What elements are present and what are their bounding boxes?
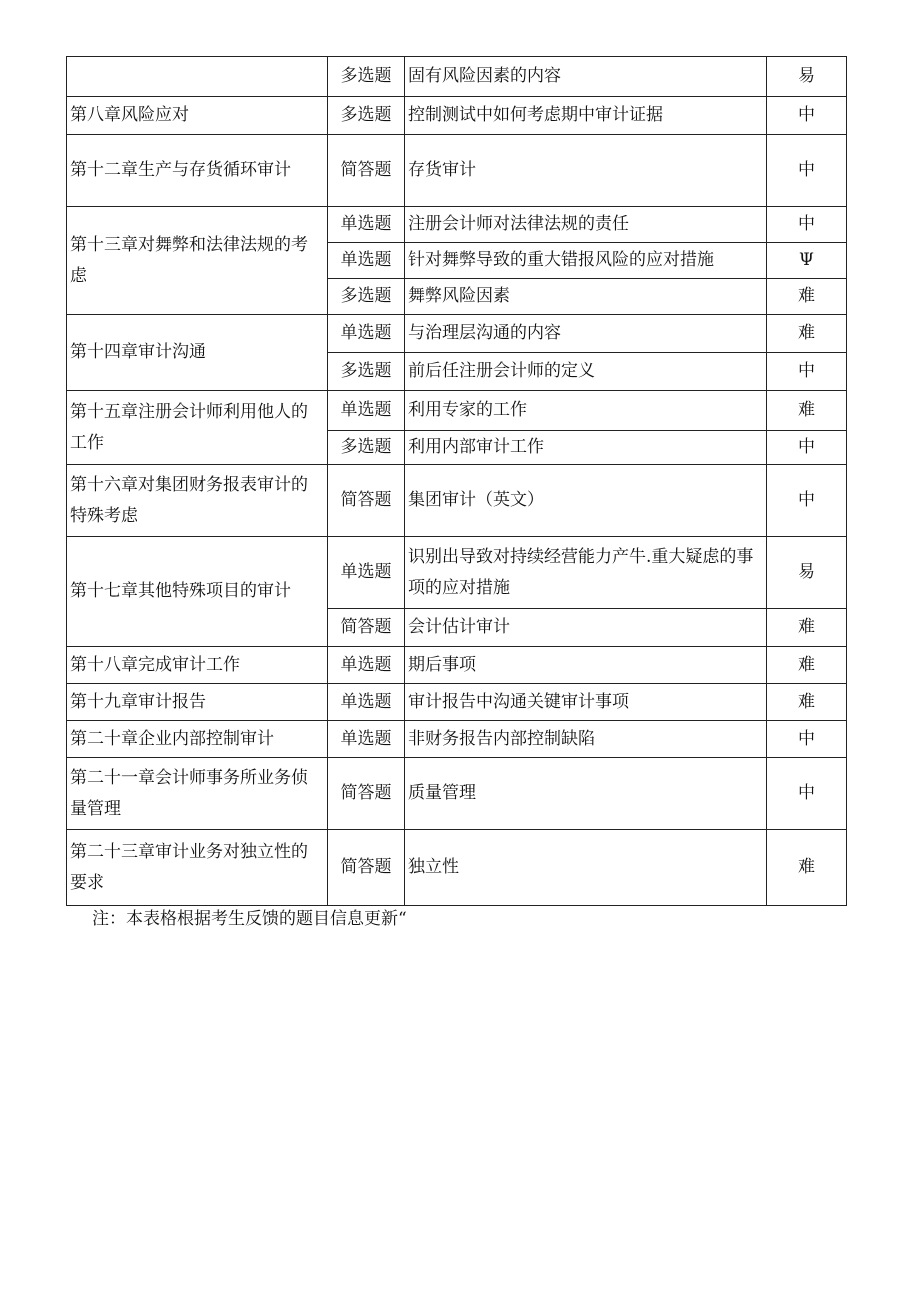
- question-type-cell: 多选题: [328, 353, 405, 391]
- topic-cell: 针对舞弊导致的重大错报风险的应对措施: [405, 243, 767, 279]
- topic-cell: 会计估计审计: [405, 609, 767, 647]
- difficulty-cell: 难: [767, 279, 847, 315]
- table-row: [67, 207, 847, 243]
- question-type-cell: 单选题: [328, 721, 405, 758]
- question-type-cell: 单选题: [328, 315, 405, 353]
- difficulty-cell: 中: [767, 431, 847, 465]
- question-type-cell: 多选题: [328, 431, 405, 465]
- question-type-cell: 单选题: [328, 243, 405, 279]
- table-row: [67, 684, 847, 721]
- chapter-cell: 第十二章生产与存货循环审计: [67, 135, 328, 207]
- difficulty-cell: Ψ: [767, 243, 847, 279]
- table-row: [67, 57, 847, 97]
- question-type-cell: 简答题: [328, 758, 405, 830]
- question-type-cell: 单选题: [328, 207, 405, 243]
- difficulty-cell: 难: [767, 609, 847, 647]
- table-row: [67, 721, 847, 758]
- difficulty-cell: 易: [767, 57, 847, 97]
- topic-cell: 控制测试中如何考虑期中审计证据: [405, 97, 767, 135]
- table-row: [67, 758, 847, 830]
- difficulty-cell: 中: [767, 135, 847, 207]
- table-row: [67, 465, 847, 537]
- question-type-cell: 多选题: [328, 97, 405, 135]
- chapter-cell: 第十七章其他特殊项目的审计: [67, 537, 328, 647]
- table-row: [67, 315, 847, 353]
- question-type-cell: 多选题: [328, 279, 405, 315]
- chapter-cell: 第十五章注册会计师利用他人的工作: [67, 391, 328, 465]
- question-type-cell: 单选题: [328, 391, 405, 431]
- difficulty-cell: 中: [767, 758, 847, 830]
- difficulty-cell: 难: [767, 391, 847, 431]
- difficulty-cell: 中: [767, 97, 847, 135]
- difficulty-cell: 中: [767, 465, 847, 537]
- topic-cell: 利用专家的工作: [405, 391, 767, 431]
- chapter-cell: 第十八章完成审计工作: [67, 647, 328, 684]
- chapter-cell: 第二十一章会计师事务所业务侦量管理: [67, 758, 328, 830]
- topic-cell: 存货审计: [405, 135, 767, 207]
- chapter-cell: 第十六章对集团财务报表审计的特殊考虑: [67, 465, 328, 537]
- topic-cell: 质量管理: [405, 758, 767, 830]
- question-type-cell: 简答题: [328, 609, 405, 647]
- difficulty-cell: 难: [767, 647, 847, 684]
- topic-cell: 舞弊风险因素: [405, 279, 767, 315]
- question-type-cell: 简答题: [328, 135, 405, 207]
- topic-cell: 识别出导致对持续经营能力产牛.重大疑虑的事项的应对措施: [405, 537, 767, 609]
- chapter-cell: 第十三章对舞弊和法律法规的考虑: [67, 207, 328, 315]
- chapter-cell: 第八章风险应对: [67, 97, 328, 135]
- question-type-cell: 单选题: [328, 537, 405, 609]
- table-note: 注：本表格根据考生反馈的题目信息更新“: [92, 909, 407, 929]
- topic-cell: 独立性: [405, 830, 767, 906]
- topic-cell: 利用内部审计工作: [405, 431, 767, 465]
- question-type-cell: 简答题: [328, 465, 405, 537]
- topic-cell: 注册会计师对法律法规的责任: [405, 207, 767, 243]
- difficulty-cell: 难: [767, 684, 847, 721]
- topic-cell: 期后事项: [405, 647, 767, 684]
- topic-cell: 前后任注册会计师的定义: [405, 353, 767, 391]
- topic-cell: 集团审计（英文）: [405, 465, 767, 537]
- difficulty-cell: 中: [767, 353, 847, 391]
- table-row: [67, 97, 847, 135]
- table-row: [67, 647, 847, 684]
- table-row: [67, 537, 847, 609]
- exam-topics-table: [66, 56, 847, 906]
- difficulty-cell: 难: [767, 315, 847, 353]
- difficulty-cell: 中: [767, 721, 847, 758]
- difficulty-cell: 中: [767, 207, 847, 243]
- chapter-cell: [67, 57, 328, 97]
- table-row: [67, 135, 847, 207]
- exam-topics-body: [67, 57, 847, 906]
- topic-cell: 审计报告中沟通关键审计事项: [405, 684, 767, 721]
- question-type-cell: 单选题: [328, 647, 405, 684]
- topic-cell: 与治理层沟通的内容: [405, 315, 767, 353]
- table-row: [67, 391, 847, 431]
- chapter-cell: 第十四章审计沟通: [67, 315, 328, 391]
- topic-cell: 固有风险因素的内容: [405, 57, 767, 97]
- chapter-cell: 第二十三章审计业务对独立性的要求: [67, 830, 328, 906]
- question-type-cell: 单选题: [328, 684, 405, 721]
- question-type-cell: 简答题: [328, 830, 405, 906]
- topic-cell: 非财务报告内部控制缺陷: [405, 721, 767, 758]
- difficulty-cell: 易: [767, 537, 847, 609]
- table-row: [67, 830, 847, 906]
- chapter-cell: 第十九章审计报告: [67, 684, 328, 721]
- question-type-cell: 多选题: [328, 57, 405, 97]
- chapter-cell: 第二十章企业内部控制审计: [67, 721, 328, 758]
- difficulty-cell: 难: [767, 830, 847, 906]
